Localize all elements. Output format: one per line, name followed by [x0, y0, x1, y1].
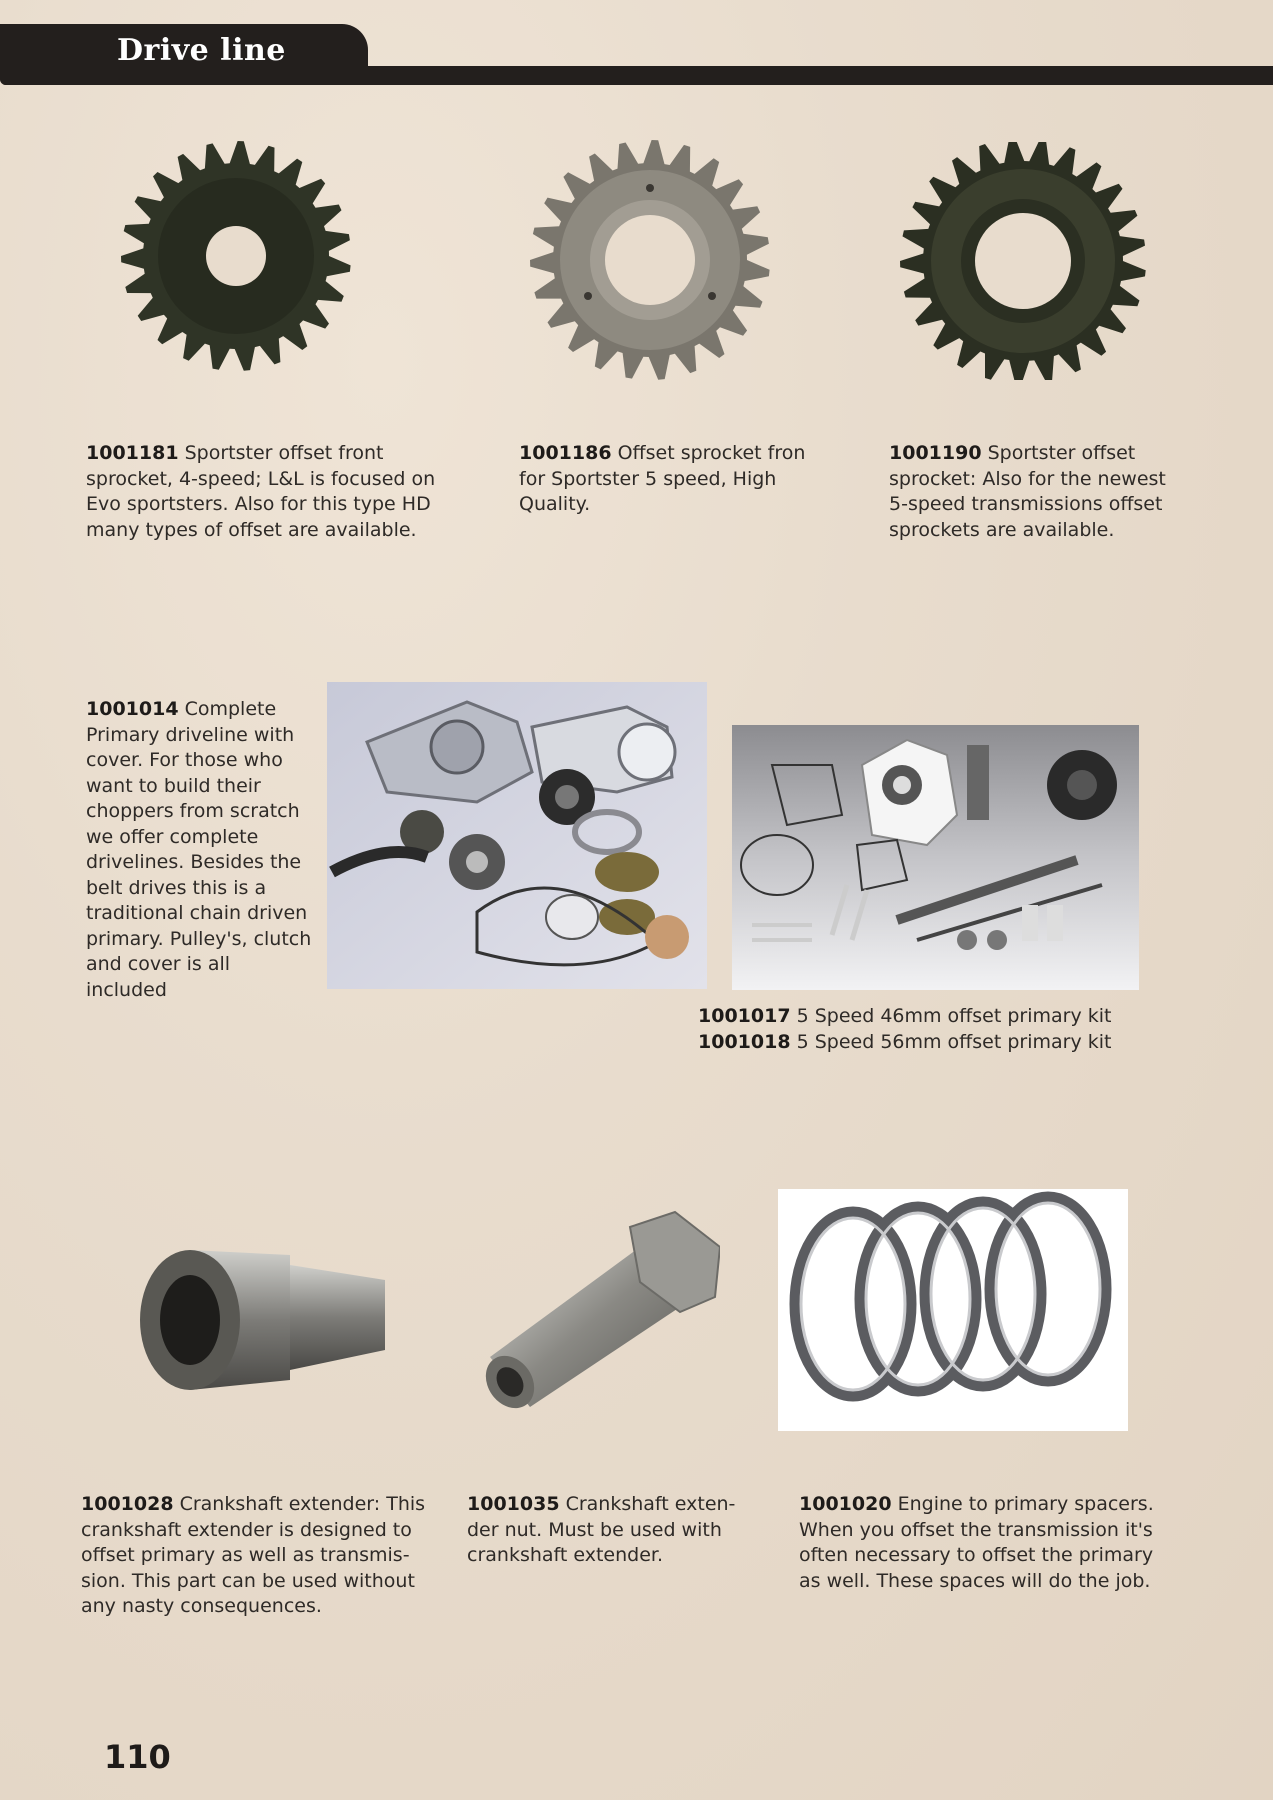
product-1001028-description: 1001028 Crankshaft extender: This crankshaft extender is designed to offset primary as well as transmis-sion. This part can be used without any nasty consequences.: [81, 1493, 426, 1617]
header-bar: [0, 66, 1273, 85]
product-1001190-description: 1001190 Sportster offset sprocket: Also for the newest 5-speed transmissions offset sprockets are available.: [889, 442, 1166, 541]
offset-primary-kit-photo: [732, 725, 1139, 990]
sprocket-1001190-photo: [888, 142, 1158, 380]
sprocket-1001186-photo: [526, 140, 774, 380]
product-1001035-description: 1001035 Crankshaft exten-der nut. Must be used with crankshaft extender.: [467, 1493, 736, 1566]
product-1001181-description: 1001181 Sportster offset front sprocket, 4-speed; L&L is focused on Evo sportsters. Also for this type HD many types of offset are available.: [86, 442, 436, 541]
engine-primary-spacers-photo: [778, 1189, 1128, 1431]
page-number: 110: [104, 1738, 171, 1776]
product-1001020-description: 1001020 Engine to primary spacers. When you offset the transmission it's often necessary to offset the primary as well. These spaces will do the job.: [799, 1493, 1154, 1592]
product-1001186-description: 1001186 Offset sprocket fron for Sportster 5 speed, High Quality.: [519, 442, 806, 515]
offset-primary-kits-list: 1001017 5 Speed 46mm offset primary kit 1001018 5 Speed 56mm offset primary kit: [698, 1005, 1112, 1053]
product-1001014-description: 1001014 Complete Primary driveline with cover. For those who want to build their choppers from scratch we offer complete drivelines. Besides the belt drives this is a traditional chain driven primary. Pulley's, clutch and cover is all included: [86, 698, 312, 1001]
crankshaft-extender-nut-photo: [480, 1207, 720, 1412]
primary-driveline-kit-photo: [327, 682, 707, 989]
page-title: Drive line: [117, 33, 286, 68]
crankshaft-extender-photo: [130, 1240, 390, 1395]
sprocket-1001181-photo: [98, 138, 374, 374]
